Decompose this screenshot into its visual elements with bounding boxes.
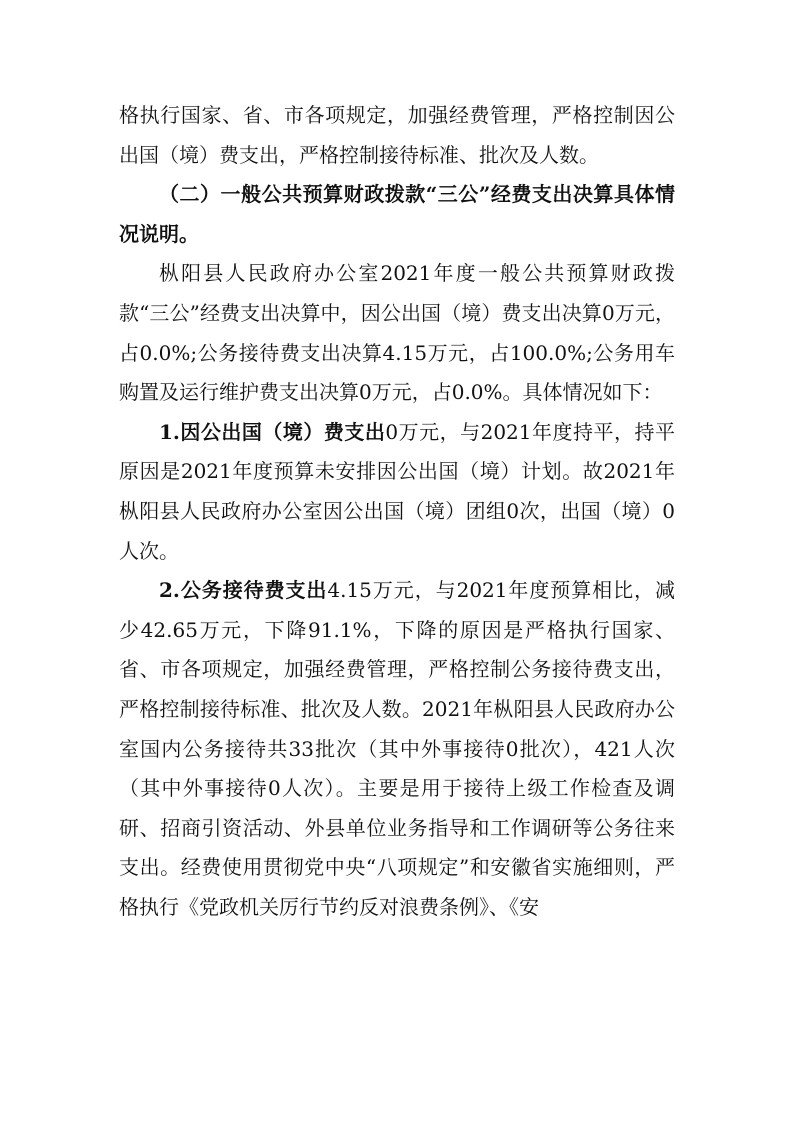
- item-overseas-travel-title: 1.因公出国（境）费支出: [159, 419, 386, 444]
- paragraph-summary: 枞阳县人民政府办公室2021年度一般公共预算财政拨款“三公”经费支出决算中，因公出国（境）费支出决算0万元，占0.0%;公务接待费支出决算4.15万元，占100.0%;公务用车购置及运行维护费支出决算0万元，占0.0%。具体情况如下：: [119, 261, 675, 405]
- item-overseas-travel: [119, 413, 675, 571]
- item-reception: [119, 571, 675, 927]
- section-heading: （二）一般公共预算财政拨款“三公”经费支出决算具体情况说明。: [119, 182, 675, 246]
- document-body: [119, 96, 675, 927]
- item-reception-text: 4.15万元，与2021年度预算相比，减少42.65万元，下降91.1%，下降的原因是严格执行国家、省、市各项规定，加强经费管理，严格控制公务接待费支出，严格控制接待标准、批次及人数。2021年枞阳县人民政府办公室国内公务接待共33批次（其中外事接待0批次），421人次（其中外事接待0人次）。主要是用于接待上级工作检查及调研、招商引资活动、外县单位业务指导和工作调研等公务往来支出。经费使用贯彻党中央“八项规定”和安徽省实施细则，严格执行《党政机关厉行节约反对浪费条例》、《安: [119, 578, 675, 919]
- item-reception-title: 2.公务接待费支出: [159, 578, 328, 603]
- paragraph-continued: 格执行国家、省、市各项规定，加强经费管理，严格控制因公出国（境）费支出，严格控制接待标准、批次及人数。: [119, 103, 675, 167]
- item-overseas-travel-text: 0万元，与2021年度持平，持平原因是2021年度预算未安排因公出国（境）计划。故2021年枞阳县人民政府办公室因公出国（境）团组0次，出国（境）0人次。: [119, 419, 675, 563]
